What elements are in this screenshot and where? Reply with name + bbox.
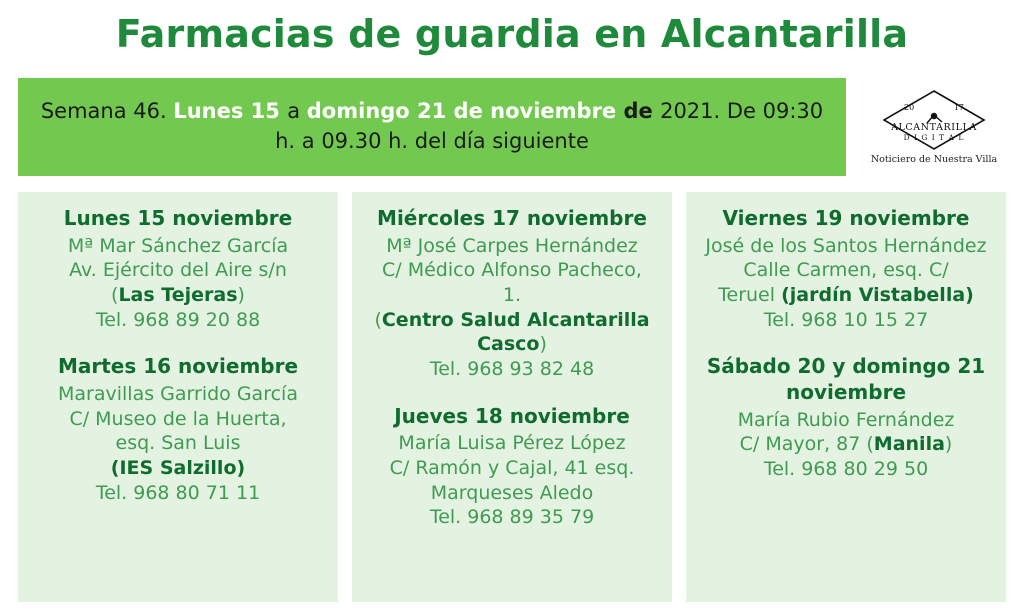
logo-caption: Noticiero de Nuestra Villa (870, 154, 998, 165)
pharmacy-entry (362, 404, 662, 530)
entry-day-heading: Viernes 19 noviembre (722, 206, 970, 230)
entry-phone: Tel. 968 10 15 27 (763, 308, 929, 331)
logo-subname: D I G I T A L (903, 133, 965, 142)
pharmacy-entry (696, 206, 996, 332)
banner-segment-4: domingo 21 de noviembre (306, 99, 624, 124)
entry-day-heading: Sábado 20 y domingo 21 noviembre (706, 354, 986, 404)
pharmacy-entry (28, 354, 328, 505)
pharmacy-entry (696, 354, 996, 481)
schedule-column (18, 192, 338, 602)
entry-place (28, 456, 328, 481)
entry-address: Av. Ejército del Aire s/n (69, 259, 287, 282)
week-banner-text (36, 97, 828, 157)
entry-place-name: (IES Salzillo) (110, 457, 246, 479)
entry-place-name: Las Tejeras (118, 283, 238, 306)
pharmacy-entry (362, 206, 662, 382)
entry-phone: Tel. 968 89 20 88 (95, 308, 261, 331)
entry-address: C/ Mayor, 87 ( (739, 433, 874, 456)
entry-phone: Tel. 968 80 29 50 (763, 457, 929, 480)
entry-day-heading: Lunes 15 noviembre (63, 206, 293, 230)
entry-day-heading: Jueves 18 noviembre (394, 403, 630, 428)
entry-phone: Tel. 968 93 82 48 (429, 358, 595, 381)
entry-place (696, 283, 996, 308)
entry-pharmacist-name: Maravillas Garrido García (58, 382, 298, 405)
banner-segment-6: 2021. De 09:30 h. a 09.30 h. del día siguiente (275, 99, 824, 153)
brand-logo (862, 78, 1006, 176)
entry-pharmacist-name: María Luisa Pérez López (398, 432, 626, 455)
entry-address-2: esq. San Luis (115, 432, 241, 455)
schedule-column (686, 192, 1006, 602)
entry-address-2: Marqueses Aledo (430, 481, 594, 504)
entry-day-heading: Miércoles 17 noviembre (377, 206, 647, 230)
entry-address-2: Teruel (718, 283, 782, 306)
entry-place-suffix: ) (539, 333, 547, 356)
logo-name: ALCANTARILLA (891, 122, 977, 133)
entry-place-name: (jardín Vistabella) (781, 283, 974, 306)
entry-place (28, 283, 328, 308)
entry-phone: Tel. 968 89 35 79 (429, 506, 595, 529)
entry-address: C/ Museo de la Huerta, (69, 407, 287, 430)
week-banner (18, 78, 846, 176)
schedule-column (352, 192, 672, 602)
logo-year-right: 17 (953, 103, 964, 112)
entry-place-name: Centro Salud Alcantarilla Casco (381, 308, 650, 356)
entry-phone: Tel. 968 80 71 11 (95, 481, 261, 504)
entry-place (696, 432, 996, 457)
entry-place-prefix: ( (374, 308, 382, 331)
entry-place-suffix: ) (237, 283, 245, 306)
entry-address-2: 1. (502, 283, 522, 306)
banner-segment-2: Lunes 15 (173, 99, 288, 124)
entry-pharmacist-name: María Rubio Fernández (737, 408, 955, 431)
logo-year-left: 20 (904, 103, 915, 112)
entry-place-name: Manila (873, 433, 945, 456)
entry-pharmacist-name: Mª Mar Sánchez García (67, 234, 289, 257)
banner-segment-1: Semana 46. (40, 99, 174, 124)
entry-address: C/ Ramón y Cajal, 41 esq. (389, 457, 635, 479)
pharmacy-entry (28, 206, 328, 332)
entry-place (362, 308, 662, 357)
entry-pharmacist-name: José de los Santos Hernández (705, 234, 987, 257)
banner-segment-5: de (623, 99, 661, 124)
entry-address: C/ Médico Alfonso Pacheco, (382, 259, 642, 282)
entry-day-heading: Martes 16 noviembre (57, 354, 299, 379)
page-title: Farmacias de guardia en Alcantarilla (115, 12, 909, 56)
entry-pharmacist-name: Mª José Carpes Hernández (386, 234, 638, 257)
entry-address: Calle Carmen, esq. C/ (743, 259, 949, 282)
diamond-logo-icon (882, 89, 986, 151)
banner-segment-3: a (287, 99, 307, 124)
schedule-columns (18, 192, 1006, 602)
entry-place-prefix: ( (111, 283, 119, 306)
entry-place-suffix: ) (944, 433, 953, 456)
